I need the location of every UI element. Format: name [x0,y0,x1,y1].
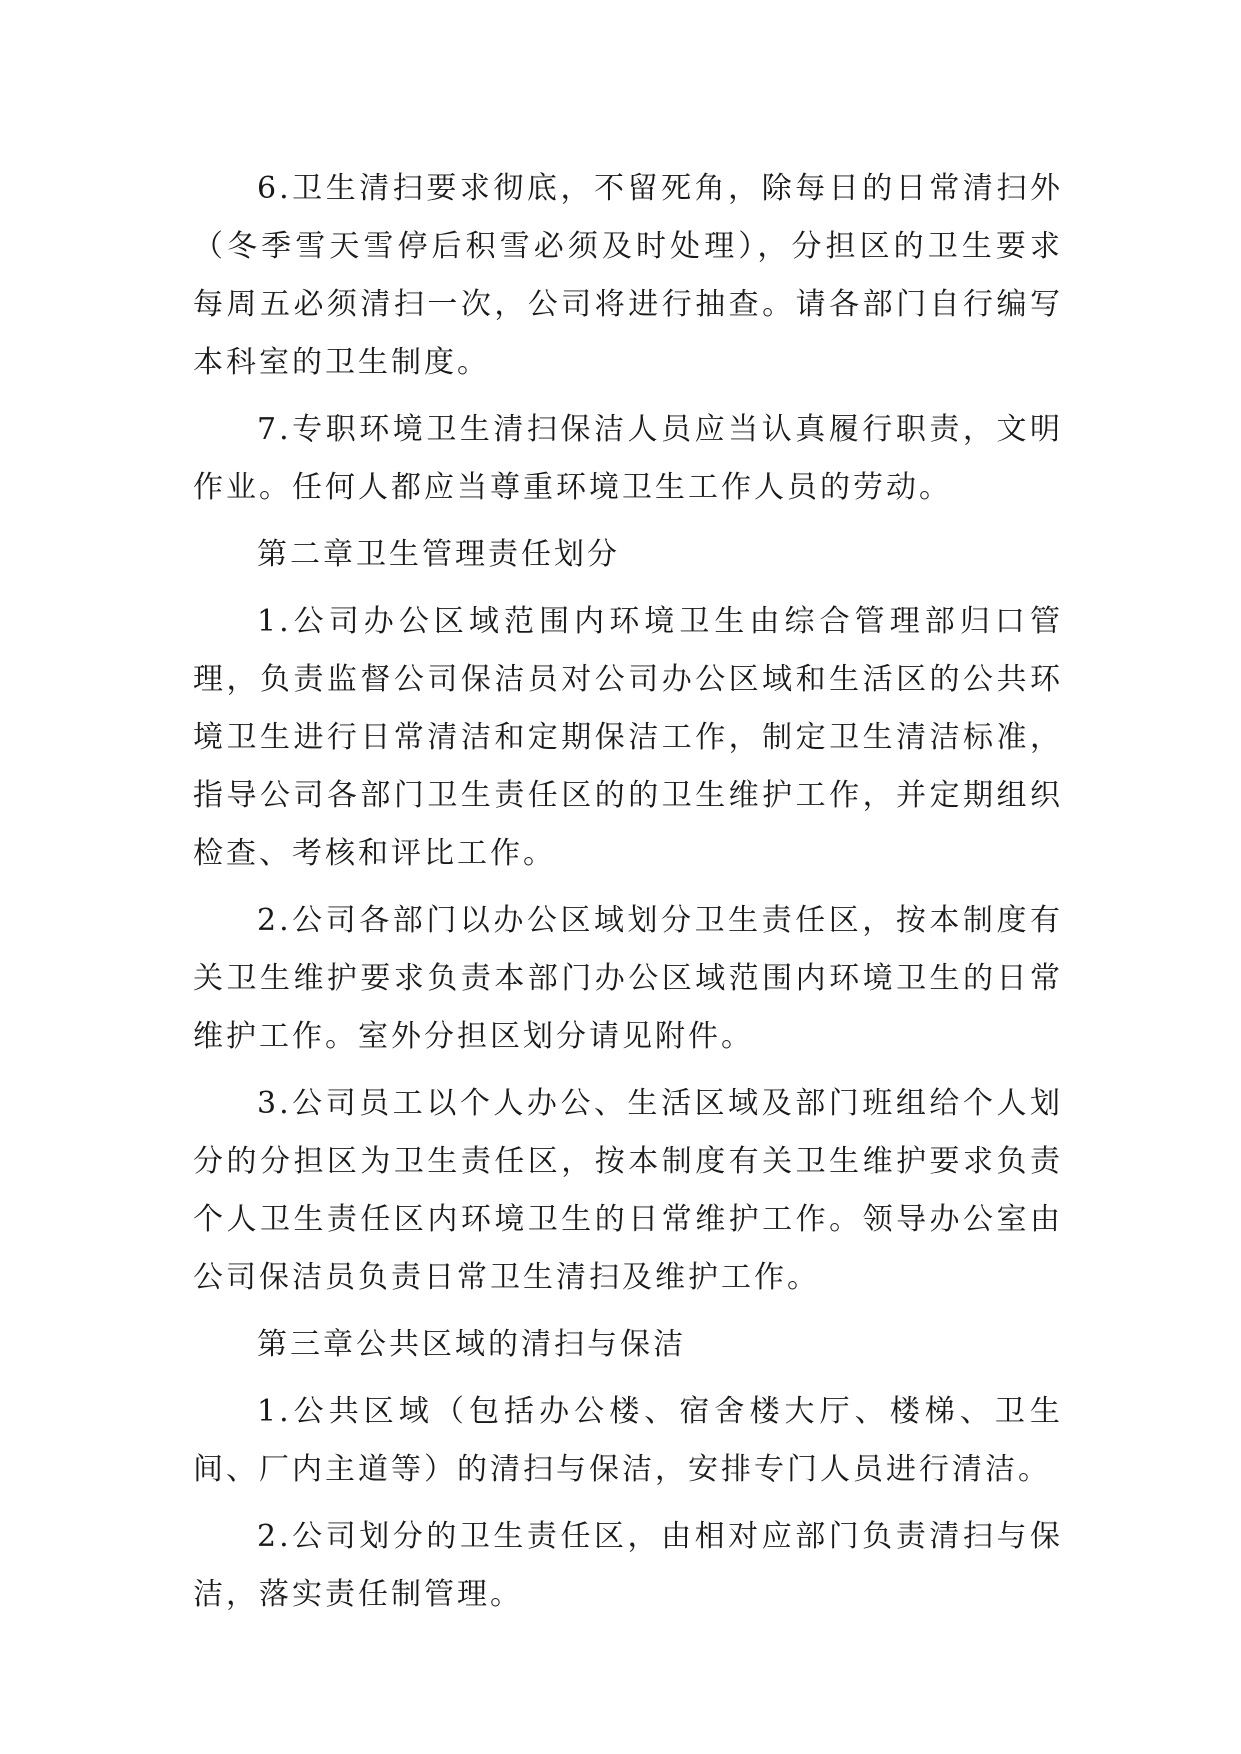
chapter-3-heading: 第三章公共区域的清扫与保洁 [257,1327,686,1362]
chapter-2-heading: 第二章卫生管理责任划分 [257,537,620,572]
document-body [193,160,1063,1633]
paragraph-ch3-item-1: 1.公共区域（包括办公楼、宿舍楼大厅、楼梯、卫生间、厂内主道等）的清扫与保洁，安排专门人员进行清洁。 [193,1394,1063,1487]
paragraph-ch2-item-1: 1.公司办公区域范围内环境卫生由综合管理部归口管理，负责监督公司保洁员对公司办公区域和生活区的公共环境卫生进行日常清洁和定期保洁工作，制定卫生清洁标准，指导公司各部门卫生责任区的的卫生维护工作，并定期组织检查、考核和评比工作。 [193,604,1063,871]
paragraph-7-cleaning-staff-duties: 7.专职环境卫生清扫保洁人员应当认真履行职责，文明作业。任何人都应当尊重环境卫生工作人员的劳动。 [193,412,1063,505]
paragraph-ch3-item-2: 2.公司划分的卫生责任区，由相对应部门负责清扫与保洁，落实责任制管理。 [193,1519,1063,1612]
paragraph-ch2-item-2: 2.公司各部门以办公区域划分卫生责任区，按本制度有关卫生维护要求负责本部门办公区域范围内环境卫生的日常维护工作。室外分担区划分请见附件。 [193,903,1063,1054]
paragraph-ch2-item-3: 3.公司员工以个人办公、生活区域及部门班组给个人划分的分担区为卫生责任区，按本制度有关卫生维护要求负责个人卫生责任区内环境卫生的日常维护工作。领导办公室由公司保洁员负责日常卫生清扫及维护工作。 [193,1086,1063,1295]
paragraph-6-cleaning-requirements: 6.卫生清扫要求彻底，不留死角，除每日的日常清扫外（冬季雪天雪停后积雪必须及时处理），分担区的卫生要求每周五必须清扫一次，公司将进行抽查。请各部门自行编写本科室的卫生制度。 [193,171,1063,380]
